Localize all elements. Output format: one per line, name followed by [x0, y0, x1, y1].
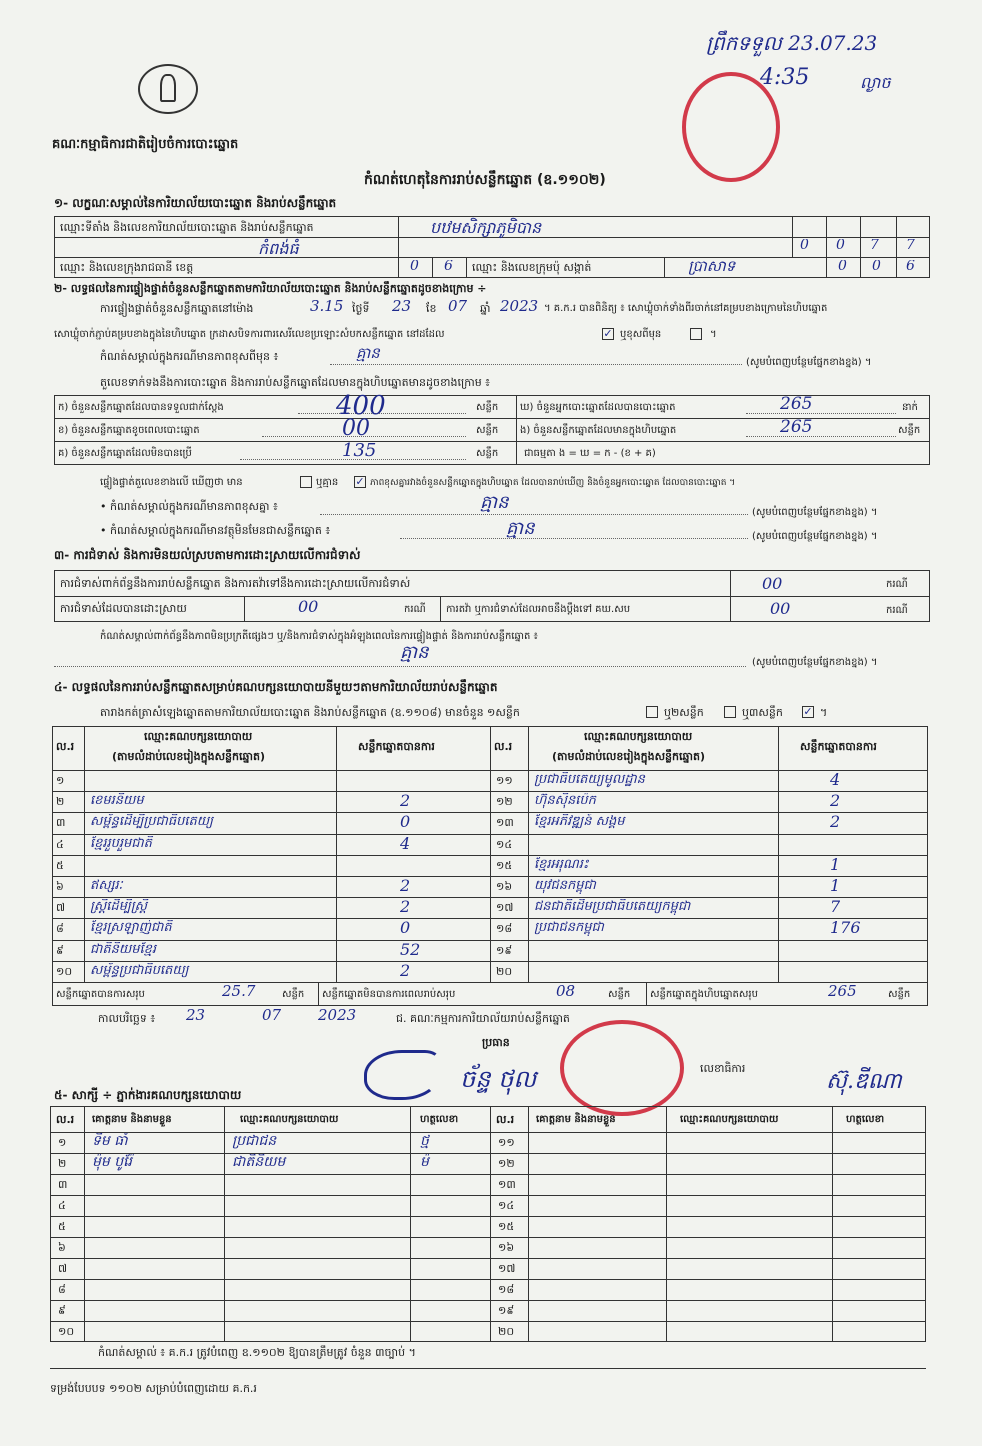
- total-valid: 25.7: [222, 982, 256, 1000]
- sheets-a: តារាងកត់ត្រាសំឡេងឆ្នោតតាមការិយាល័យបោះឆ្នោត និងរាប់សន្លឹកឆ្នោត (ឧ.១១០៨) មានចំនួន ១សន្លឹក: [100, 706, 520, 719]
- secretary-name: ស៊ុ.ឌីណា: [826, 1069, 902, 1094]
- results-row-no: ៦: [56, 880, 64, 893]
- verify-month-label: ខែ: [426, 302, 437, 315]
- results-col-votes-left: សន្លឹកឆ្នោតបានការ: [358, 740, 435, 753]
- total-box-label: សន្លឹកឆ្នោតក្នុងហិបឆ្នោតសរុប: [650, 989, 758, 1000]
- results-row-no: ៤: [56, 837, 64, 851]
- objection-row2b-value: 00: [770, 599, 791, 618]
- ko-unit: សន្លឹក: [476, 448, 499, 459]
- results-row-no: ១: [56, 774, 65, 787]
- province-digit-1: 0: [410, 260, 419, 273]
- results-row-no: ១៥: [496, 858, 513, 872]
- results-row-party: ជនជាតិដើមប្រជាធិបតេយ្យកម្ពុជា: [534, 899, 691, 915]
- sign-org: ជ. គណៈកម្មការការិយាល័យរាប់សន្លឹកឆ្នោត: [396, 1012, 570, 1025]
- total-box-unit: សន្លឹក: [888, 989, 911, 1000]
- results-col-no-right: ល.រ: [494, 740, 513, 753]
- witness-row-sign: ថ្ម: [420, 1133, 429, 1149]
- section2-heading: ២- លទ្ធផលនៃការផ្ទៀងផ្ទាត់ចំនួនសន្លឹកឆ្នោតតាមការិយាល័យបោះឆ្នោត និងរាប់សន្លឹកឆ្នោតដូចខាងក្រោម ÷: [54, 282, 487, 295]
- witness-row-no: ១៧: [498, 1262, 516, 1275]
- verify-year-label: ឆ្នាំ: [480, 302, 491, 315]
- results-row-votes: 7: [830, 898, 841, 917]
- results-row-party: ប្រជាជនកម្ពុជា: [534, 920, 604, 936]
- sheets-c: ឬ៣សន្លឹក: [742, 706, 783, 719]
- results-col-no-left: ល.រ: [56, 740, 75, 753]
- results-row-no: ២: [56, 795, 65, 809]
- received-time: 4:35: [760, 65, 810, 90]
- sign-role: ប្រធាន: [482, 1036, 510, 1049]
- results-row-votes: 1: [830, 877, 841, 895]
- section3-heading: ៣- ការជំទាស់ និងការមិនយល់ស្របតាមការដោះស្រាយលើការជំទាស់: [54, 548, 361, 562]
- gho-value: 265: [780, 394, 813, 414]
- witness-row-no: ១៣: [498, 1178, 516, 1191]
- witness-row-name: ម៉ុម បូរ៉ែ: [92, 1154, 132, 1170]
- verify-year: 2023: [500, 297, 539, 315]
- province-digit-2: 6: [444, 260, 453, 273]
- witness-row-no: ១៦: [498, 1241, 515, 1254]
- results-row-party: ខ្មែររួបរួមជាតិ: [90, 835, 152, 851]
- witness-row-no: ១១: [498, 1136, 515, 1149]
- discrepancy-no-checkbox[interactable]: ✓: [355, 475, 365, 488]
- witness-col-no-right: ល.រ: [496, 1113, 515, 1126]
- ka-label: ក) ចំនួនសន្លឹកឆ្នោតដែលបានទទួលជាក់ស្តែង: [58, 402, 224, 413]
- witness-row-party: ជាតិនិយម: [232, 1154, 286, 1170]
- verify-time-label: ការផ្ទៀងផ្ទាត់ចំនួនសន្លឹកឆ្នោតនៅម៉ោង: [100, 302, 254, 315]
- received-sign: ល្ងាច: [860, 73, 891, 92]
- commune-digit-1: 0: [838, 260, 847, 273]
- kha-value: 00: [342, 416, 370, 441]
- ngo-label: ង) ចំនួនសន្លឹកឆ្នោតដែលមានក្នុងហិបឆ្នោត: [520, 425, 677, 436]
- sheets-3-checkbox[interactable]: ✓: [803, 705, 813, 718]
- results-row-party: ខេមរនិយម: [90, 793, 144, 809]
- results-row-votes: 52: [400, 940, 421, 959]
- sheets-b: ឬ២សន្លឹក: [664, 706, 704, 719]
- objection-note-label: កំណត់សម្គាល់ពាក់ព័ន្ធនឹងភាពមិនប្រក្រតីផ្សេងៗ ឬ/និងការជំទាស់ក្នុងអំឡុងពេលនៃការផ្ទៀងផ្ទាត់ និងការរាប់សន្លឹកឆ្នោត ៖: [100, 631, 538, 642]
- results-row-party: ជាតិនិយមខ្មែរ: [90, 941, 157, 957]
- verify-time: 3.15: [310, 297, 344, 315]
- secretary-label: លេខាធិការ: [700, 1062, 746, 1075]
- date-month: 07: [262, 1006, 282, 1024]
- province-label: ឈ្មោះ និងលេខក្រុងរាជធានី ខេត្ត: [60, 261, 194, 274]
- org-name: គណៈកម្មាធិការជាតិរៀបចំការបោះឆ្នោត: [52, 137, 239, 152]
- emblem-icon: [138, 64, 198, 114]
- results-col-party-left: ឈ្មោះគណបក្សនយោបាយ: [144, 730, 253, 743]
- objection-note-value: គ្មាន: [400, 642, 429, 663]
- total-valid-label: សន្លឹកឆ្នោតបានការសរុប: [56, 989, 145, 1000]
- note-tail: (សូមបំពេញបន្ថែមផ្នែកខាងខ្នង) ។: [746, 357, 872, 368]
- results-row-no: ១១: [496, 774, 513, 787]
- witness-row-no: ១៥: [498, 1220, 515, 1233]
- witness-col-party-right: ឈ្មោះគណបក្សនយោបាយ: [680, 1114, 779, 1125]
- bullet1-label: • កំណត់សម្គាល់ក្នុងករណីមានភាពខុសគ្នា ៖: [100, 500, 278, 513]
- results-row-votes: 2: [830, 792, 841, 811]
- objection-row2-unit: ករណី: [404, 604, 426, 615]
- results-row-votes: 2: [400, 792, 411, 811]
- results-row-no: ៧: [56, 901, 66, 915]
- ka-unit: សន្លឹក: [476, 402, 499, 413]
- witness-row-sign: ម៉: [420, 1154, 429, 1170]
- red-seal-bottom: [560, 1020, 684, 1116]
- discrepancy-yes-checkbox[interactable]: [300, 476, 312, 488]
- witness-row-no: ២០: [498, 1325, 515, 1338]
- verify-month: 07: [448, 297, 468, 315]
- witness-row-party: ប្រជាជន: [232, 1133, 277, 1149]
- results-row-party: សម្ព័ន្ធដើម្បីប្រជាធិបតេយ្យ: [90, 814, 214, 830]
- bullet2-tail: (សូមបំពេញបន្ថែមផ្នែកខាងខ្នង) ។: [752, 531, 878, 542]
- verify-day-label: ថ្ងៃទី: [352, 302, 370, 315]
- results-row-votes: 0: [400, 919, 411, 938]
- witness-row-no: ៤: [58, 1199, 66, 1212]
- date-label: កាលបរិច្ឆេទ ៖: [98, 1012, 156, 1025]
- objection-row1-label: ការជំទាស់ពាក់ព័ន្ធនឹងការរាប់សន្លឹកឆ្នោត និងការតវ៉ាទៅនឹងការដោះស្រាយលើការជំទាស់: [60, 577, 411, 590]
- results-row-party: សម្ព័ន្ធប្រជាធិបតេយ្យ: [90, 962, 189, 978]
- verify-text-1: ។ គ.ក.រ បានពិនិត្យ ៖ សោឃ្លុំចាក់ទាំងពីរចាក់នៅគម្របខាងក្រោមនៃហិបឆ្នោត: [544, 303, 828, 314]
- results-row-no: ៩: [56, 943, 64, 957]
- witness-col-name-left: គោត្តនាម និងនាមខ្លួន: [92, 1114, 172, 1125]
- sheets-2-checkbox[interactable]: [724, 706, 736, 718]
- results-row-votes: 1: [830, 855, 841, 874]
- bullet2-value: គ្មាន: [506, 518, 535, 539]
- witness-col-party-left: ឈ្មោះគណបក្សនយោបាយ: [240, 1114, 339, 1125]
- witness-row-no: ៨: [58, 1283, 66, 1296]
- ngo-value: 265: [780, 417, 813, 437]
- bullet2-label: • កំណត់សម្គាល់ក្នុងករណីមានវត្ថុមិនមែនជាសន្លឹកឆ្នោត ៖: [100, 524, 331, 537]
- sheets-tail: ។: [820, 706, 828, 719]
- station-name: បឋមសិក្សាភូមិបាន: [430, 218, 542, 237]
- results-col-party-right: ឈ្មោះគណបក្សនយោបាយ: [584, 730, 693, 743]
- results-row-party: ខ្មែរស្រឡាញ់ជាតិ: [90, 920, 172, 936]
- section5-heading: ៥- សាក្សី ÷ ភ្នាក់ងារគណបក្សនយោបាយ: [54, 1088, 242, 1102]
- results-col-party-sub-right: (តាមលំដាប់លេខរៀងក្នុងសន្លឹកឆ្នោត): [552, 750, 705, 763]
- witness-row-no: ១៨: [498, 1283, 515, 1296]
- results-row-no: ៨: [56, 922, 64, 936]
- formula: ជាធម្មតា ង = ឃ = ក - (ខ + គ): [524, 448, 656, 459]
- results-row-party: ឥស្សរៈ: [90, 878, 123, 893]
- ka-value: 400: [336, 391, 386, 421]
- seal-different-label: ឬខុសពីមុន: [620, 329, 662, 340]
- results-row-no: ១៩: [496, 943, 513, 957]
- seal-end: ។: [710, 329, 717, 340]
- witness-col-sign-left: ហត្ថលេខា: [420, 1114, 459, 1125]
- objection-row1-unit: ករណី: [886, 579, 908, 590]
- witness-row-no: ៥: [58, 1220, 66, 1233]
- results-row-no: ១៤: [496, 837, 513, 851]
- verify-day: 23: [392, 297, 412, 315]
- witness-col-no-left: ល.រ: [56, 1113, 75, 1126]
- compare-a: ផ្ទៀងផ្ទាត់តួលេខខាងលើ ឃើញថា មាន: [100, 477, 243, 488]
- results-row-votes: 0: [400, 813, 411, 832]
- station-label: ឈ្មោះទីតាំង និងលេខការិយាល័យបោះឆ្នោត និងរាប់សន្លឹកឆ្នោត: [60, 221, 314, 234]
- bullet1-tail: (សូមបំពេញបន្ថែមផ្នែកខាងខ្នង) ។: [752, 507, 878, 518]
- ko-label: គ) ចំនួនសន្លឹកឆ្នោតដែលមិនបានប្រើ: [58, 448, 192, 459]
- witness-row-no: ៦: [58, 1241, 66, 1254]
- witness-row-no: ១: [58, 1136, 67, 1149]
- kha-unit: សន្លឹក: [476, 425, 499, 436]
- station-digit-1: 0: [800, 239, 809, 252]
- witness-row-no: ១៩: [498, 1304, 515, 1317]
- witness-col-sign-right: ហត្ថលេខា: [846, 1114, 885, 1125]
- note-label: កំណត់សម្គាល់ក្នុងករណីមានភាពខុសពីមុន ៖: [100, 350, 279, 363]
- results-row-votes: 2: [400, 961, 411, 980]
- seal-different-checkbox[interactable]: [690, 328, 702, 340]
- witness-row-name: ទឹម ធាំ: [92, 1133, 128, 1149]
- witness-row-no: ៧: [58, 1262, 68, 1275]
- results-row-votes: 176: [830, 919, 861, 938]
- bullet1-value: គ្មាន: [480, 492, 509, 513]
- chair-name: ច័ន្ទ ថុល: [460, 1065, 537, 1093]
- results-row-no: ៥: [56, 858, 64, 872]
- results-row-party: ហ៊ុនស៊ិនប៉េក: [534, 793, 596, 809]
- witness-col-name-right: គោត្តនាម និងនាមខ្លួន: [536, 1114, 616, 1125]
- station-digit-2: 0: [836, 239, 845, 252]
- ko-value: 135: [342, 440, 377, 461]
- compare-c: ភាពខុសគ្នារវាងចំនួនសន្លឹកឆ្នោតក្នុងហិបឆ្នោត ដែលបានរាប់ឃើញ និងចំនួនអ្នកបោះឆ្នោត ដែលបានបោះឆ្នោត ។: [370, 478, 736, 488]
- red-seal-top: [682, 72, 780, 182]
- results-col-party-sub-left: (តាមលំដាប់លេខរៀងក្នុងសន្លឹកឆ្នោត): [112, 750, 265, 763]
- verify-text-2: សោឃ្លុំចាក់ភ្ជាប់គម្របខាងក្នុងនៃហិបឆ្នោត ក្រដាសបិទការពារសេរីលេខប្រឡោះសំបកសន្លឹកឆ្នោត នៅដដែល: [54, 329, 445, 340]
- commune-name: ប្រាសាទ: [688, 257, 736, 275]
- compare-b: ឬគ្មាន: [316, 477, 339, 488]
- footer-note: កំណត់សម្គាល់ ៖ គ.ក.រ ត្រូវបំពេញ ឧ.១១០២ ឱ្យបានត្រឹមត្រូវ ចំនួន ៣ច្បាប់ ។: [98, 1346, 416, 1359]
- sheets-1-checkbox[interactable]: [646, 706, 658, 718]
- commune-digit-2: 0: [872, 260, 881, 273]
- results-row-no: ៣: [56, 816, 66, 830]
- witness-row-no: ១៤: [498, 1199, 515, 1212]
- total-box: 265: [828, 982, 857, 1000]
- counts-intro: តួលេខទាក់ទងនឹងការបោះឆ្នោត និងការរាប់សន្លឹកឆ្នោតដែលមានក្នុងហិបឆ្នោតមានដូចខាងក្រោម ៖: [100, 376, 491, 389]
- total-valid-unit: សន្លឹក: [282, 989, 305, 1000]
- commune-digit-3: 6: [906, 260, 915, 273]
- received-note: ព្រឹកទទួល 23.07.23: [706, 31, 878, 55]
- gho-unit: នាក់: [902, 402, 918, 413]
- results-row-no: ១៣: [496, 816, 514, 830]
- results-row-votes: 2: [400, 898, 411, 917]
- station-digit-4: 7: [906, 239, 915, 252]
- results-row-no: ២០: [496, 964, 513, 978]
- results-row-votes: 4: [400, 834, 411, 853]
- results-row-party: ស្ត្រីដើម្បីស្ត្រី: [90, 899, 148, 915]
- footer-form: ទម្រង់បែបបទ ១១០២ សម្រាប់បំពេញដោយ គ.ក.រ: [50, 1382, 257, 1395]
- results-row-no: ១៧: [496, 901, 514, 915]
- witness-row-no: ១០: [58, 1325, 75, 1338]
- results-row-party: ខ្មែរអរុណរះ: [534, 856, 589, 872]
- commune-label: ឈ្មោះ និងលេខក្រុមប៉ុ សង្កាត់: [472, 261, 592, 274]
- results-row-no: ១៨: [496, 922, 513, 936]
- objection-note-tail: (សូមបំពេញបន្ថែមផ្នែកខាងខ្នង) ។: [752, 657, 878, 668]
- total-invalid-label: សន្លឹកឆ្នោតមិនបានការពេលរាប់សរុប: [322, 989, 456, 1000]
- date-day: 23: [186, 1006, 206, 1024]
- witness-row-no: ១២: [498, 1157, 515, 1170]
- seal-same-checkbox[interactable]: ✓: [603, 327, 613, 340]
- witness-row-no: ២: [58, 1157, 67, 1170]
- form-title: កំណត់ហេតុនៃការរាប់សន្លឹកឆ្នោត (ឧ.១១០២): [364, 172, 606, 188]
- results-row-no: ១៦: [496, 880, 513, 893]
- results-row-party: ខ្មែរអភិវឌ្ឍន៍ សង្គម: [534, 814, 625, 830]
- gho-label: ឃ) ចំនួនអ្នកបោះឆ្នោតដែលបានបោះឆ្នោត: [520, 402, 676, 413]
- ngo-unit: សន្លឹក: [898, 425, 921, 436]
- date-year: 2023: [318, 1006, 357, 1024]
- results-row-no: ១២: [496, 795, 513, 809]
- station-digit-3: 7: [870, 239, 879, 252]
- province-name: កំពង់ធំ: [258, 239, 299, 258]
- total-invalid: 08: [556, 982, 576, 1000]
- witness-row-no: ៩: [58, 1304, 66, 1317]
- chair-signature: [364, 1050, 440, 1100]
- note-value: គ្មាន: [356, 344, 380, 362]
- objection-row2b-unit: ករណី: [886, 605, 908, 616]
- kha-label: ខ) ចំនួនសន្លឹកឆ្នោតខូចពេលបោះឆ្នោត: [58, 425, 200, 436]
- total-invalid-unit: សន្លឹក: [608, 989, 631, 1000]
- results-row-votes: 4: [830, 771, 841, 789]
- results-row-no: ១០: [56, 964, 73, 978]
- results-row-votes: 2: [830, 813, 841, 832]
- results-row-party: យុវជនកម្ពុជា: [534, 878, 596, 893]
- results-row-party: ប្រជាធិបតេយ្យមូលដ្ឋាន: [534, 772, 645, 787]
- objection-row2b-label: ការតវ៉ា ឬការជំទាស់ដែលអាចនឹងប្តឹងទៅ គឃ.សប: [446, 604, 631, 615]
- witness-row-no: ៣: [58, 1178, 68, 1191]
- objection-row2-label: ការជំទាស់ដែលបានដោះស្រាយ: [60, 602, 187, 615]
- section4-heading: ៤- លទ្ធផលនៃការរាប់សន្លឹកឆ្នោតសម្រាប់គណបក្សនយោបាយនីមួយៗតាមការិយាល័យរាប់សន្លឹកឆ្នោត: [54, 680, 498, 694]
- objection-row2-value: 00: [298, 597, 319, 616]
- section1-heading: ១- លក្ខណៈសម្គាល់នៃការិយាល័យបោះឆ្នោត និងរាប់សន្លឹកឆ្នោត: [54, 196, 337, 210]
- objection-row1-value: 00: [762, 574, 783, 593]
- results-row-votes: 2: [400, 877, 411, 895]
- results-col-votes-right: សន្លឹកឆ្នោតបានការ: [800, 740, 877, 753]
